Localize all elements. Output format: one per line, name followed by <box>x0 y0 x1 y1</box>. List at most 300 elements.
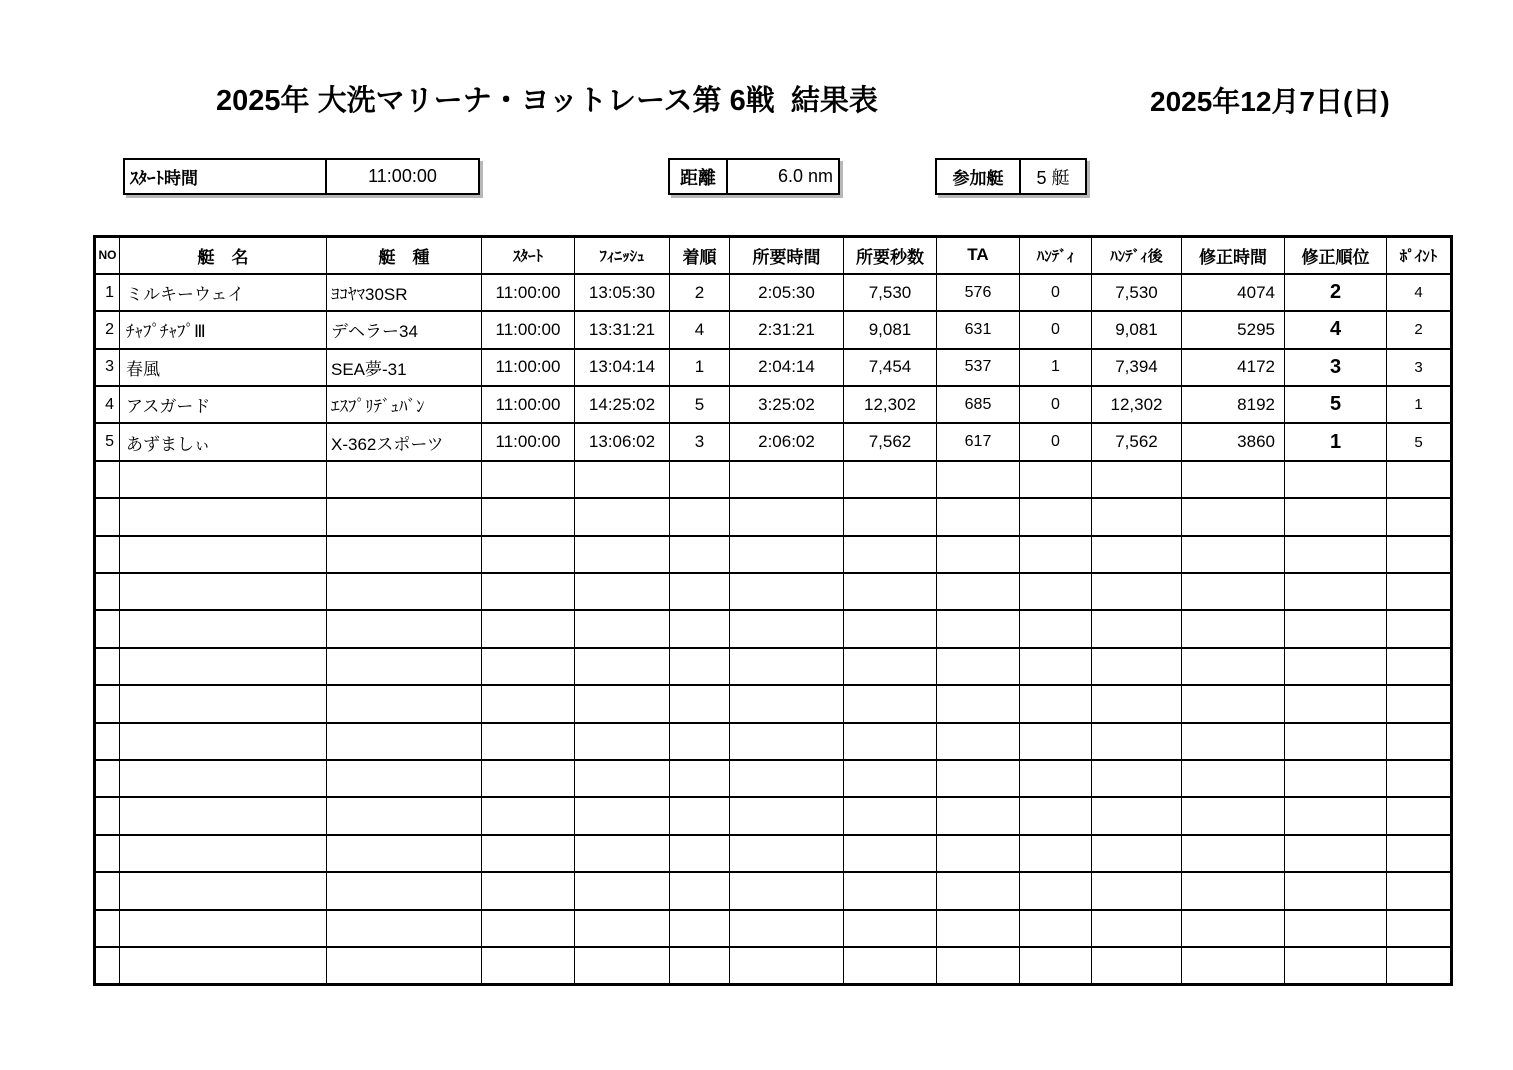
empty-row <box>95 760 1452 797</box>
cell <box>482 760 575 797</box>
cell: 5 <box>1285 386 1387 423</box>
cell <box>937 797 1020 834</box>
cell <box>730 573 844 610</box>
cell <box>1092 835 1182 872</box>
cell <box>730 760 844 797</box>
cell <box>937 648 1020 685</box>
cell <box>1285 610 1387 647</box>
cell <box>95 835 120 872</box>
cell <box>1092 498 1182 535</box>
cell <box>1020 760 1092 797</box>
cell <box>482 685 575 722</box>
cell <box>1092 947 1182 984</box>
cell <box>120 573 327 610</box>
cell: 2 <box>1285 274 1387 311</box>
cell <box>844 910 937 947</box>
column-header: 所要秒数 <box>844 237 937 274</box>
cell <box>120 872 327 909</box>
cell <box>1092 536 1182 573</box>
cell <box>937 760 1020 797</box>
cell <box>1285 685 1387 722</box>
cell: 4 <box>95 386 120 423</box>
cell: 11:00:00 <box>482 386 575 423</box>
cell: 2 <box>1387 311 1452 348</box>
cell <box>575 835 670 872</box>
cell <box>670 610 730 647</box>
cell: 4 <box>1285 311 1387 348</box>
cell: 14:25:02 <box>575 386 670 423</box>
cell <box>937 461 1020 498</box>
cell <box>575 760 670 797</box>
cell <box>937 872 1020 909</box>
cell <box>844 872 937 909</box>
cell: 7,394 <box>1092 349 1182 386</box>
result-row <box>95 311 1452 348</box>
cell <box>1020 573 1092 610</box>
cell <box>482 797 575 834</box>
cell <box>1020 910 1092 947</box>
column-header: 所要時間 <box>730 237 844 274</box>
column-header: 修正時間 <box>1182 237 1285 274</box>
cell <box>95 723 120 760</box>
empty-row <box>95 461 1452 498</box>
cell <box>95 648 120 685</box>
cell <box>670 760 730 797</box>
empty-row <box>95 610 1452 647</box>
cell <box>937 536 1020 573</box>
cell <box>1182 835 1285 872</box>
cell <box>1182 685 1285 722</box>
cell <box>1020 685 1092 722</box>
cell: あずましぃ <box>120 423 327 460</box>
cell <box>1285 872 1387 909</box>
cell <box>1020 648 1092 685</box>
cell: 7,530 <box>1092 274 1182 311</box>
cell <box>575 536 670 573</box>
cell <box>1182 610 1285 647</box>
empty-row <box>95 573 1452 610</box>
cell <box>1092 573 1182 610</box>
cell <box>1182 648 1285 685</box>
cell <box>95 610 120 647</box>
cell <box>1387 573 1452 610</box>
cell <box>1387 797 1452 834</box>
cell <box>844 536 937 573</box>
entries-label: 参加艇 <box>937 160 1021 193</box>
cell: ﾁｬﾌﾟﾁｬﾌﾟⅢ <box>120 311 327 348</box>
cell <box>670 797 730 834</box>
distance-box <box>668 158 840 195</box>
cell <box>327 536 482 573</box>
cell: 617 <box>937 423 1020 460</box>
cell <box>95 685 120 722</box>
cell: 4 <box>1387 274 1452 311</box>
cell: 1 <box>1285 423 1387 460</box>
cell <box>1387 498 1452 535</box>
cell <box>1182 573 1285 610</box>
cell <box>575 648 670 685</box>
cell <box>327 947 482 984</box>
cell <box>844 461 937 498</box>
cell <box>482 536 575 573</box>
cell: 7,530 <box>844 274 937 311</box>
cell <box>95 797 120 834</box>
start-time-label: ｽﾀｰﾄ時間 <box>125 160 327 193</box>
cell <box>1020 498 1092 535</box>
cell: 7,454 <box>844 349 937 386</box>
empty-row <box>95 498 1452 535</box>
cell <box>1387 536 1452 573</box>
cell <box>1182 797 1285 834</box>
empty-row <box>95 947 1452 984</box>
cell: 537 <box>937 349 1020 386</box>
cell <box>1182 760 1285 797</box>
result-row <box>95 386 1452 423</box>
result-row <box>95 274 1452 311</box>
result-row <box>95 423 1452 460</box>
cell: 12,302 <box>1092 386 1182 423</box>
cell <box>482 723 575 760</box>
cell <box>1285 910 1387 947</box>
cell <box>1182 910 1285 947</box>
cell <box>1387 723 1452 760</box>
cell <box>1387 872 1452 909</box>
cell: 7,562 <box>1092 423 1182 460</box>
cell <box>482 872 575 909</box>
cell <box>844 573 937 610</box>
cell <box>327 723 482 760</box>
cell <box>730 648 844 685</box>
cell <box>327 685 482 722</box>
cell <box>327 797 482 834</box>
cell: 12,302 <box>844 386 937 423</box>
cell <box>120 760 327 797</box>
cell <box>844 685 937 722</box>
cell <box>937 573 1020 610</box>
cell <box>575 573 670 610</box>
cell <box>120 835 327 872</box>
cell <box>327 610 482 647</box>
cell: 1 <box>1020 349 1092 386</box>
cell: 13:31:21 <box>575 311 670 348</box>
cell <box>937 947 1020 984</box>
entries-value: 5 艇 <box>1036 167 1070 188</box>
cell <box>670 461 730 498</box>
cell: 11:00:00 <box>482 311 575 348</box>
cell: 2:06:02 <box>730 423 844 460</box>
cell: アスガード <box>120 386 327 423</box>
column-header: ﾎﾟｲﾝﾄ <box>1387 237 1452 274</box>
cell <box>120 648 327 685</box>
cell: 576 <box>937 274 1020 311</box>
cell <box>844 760 937 797</box>
column-header: NO <box>95 237 120 274</box>
cell <box>120 461 327 498</box>
cell <box>327 648 482 685</box>
cell: 11:00:00 <box>482 274 575 311</box>
cell <box>1092 723 1182 760</box>
cell <box>844 723 937 760</box>
cell <box>1182 723 1285 760</box>
cell <box>1182 498 1285 535</box>
cell <box>1092 797 1182 834</box>
cell <box>1182 872 1285 909</box>
cell <box>844 648 937 685</box>
cell <box>670 648 730 685</box>
cell <box>482 498 575 535</box>
cell <box>1387 610 1452 647</box>
cell <box>482 461 575 498</box>
empty-row <box>95 685 1452 722</box>
column-header: 艇 種 <box>327 237 482 274</box>
cell <box>844 797 937 834</box>
cell: ｴｽﾌﾟﾘﾃﾞｭﾊﾞﾝ <box>327 386 482 423</box>
cell <box>1285 536 1387 573</box>
cell <box>1092 685 1182 722</box>
empty-row <box>95 723 1452 760</box>
column-header: ﾊﾝﾃﾞｨ <box>1020 237 1092 274</box>
cell <box>1092 461 1182 498</box>
cell <box>1020 797 1092 834</box>
cell: 5 <box>95 423 120 460</box>
cell <box>1020 536 1092 573</box>
cell <box>575 910 670 947</box>
cell <box>937 910 1020 947</box>
cell <box>730 461 844 498</box>
cell <box>670 947 730 984</box>
cell: 1 <box>95 274 120 311</box>
cell: 8192 <box>1182 386 1285 423</box>
cell <box>1182 536 1285 573</box>
cell <box>1285 498 1387 535</box>
start-time-value: 11:00:00 <box>368 166 437 186</box>
empty-row <box>95 536 1452 573</box>
cell <box>1387 835 1452 872</box>
cell <box>1092 610 1182 647</box>
cell <box>730 723 844 760</box>
cell <box>1020 835 1092 872</box>
cell: 5 <box>670 386 730 423</box>
cell <box>1387 910 1452 947</box>
cell: ミルキーウェイ <box>120 274 327 311</box>
cell <box>730 872 844 909</box>
cell <box>670 536 730 573</box>
cell <box>575 797 670 834</box>
column-header: 艇 名 <box>120 237 327 274</box>
cell <box>482 910 575 947</box>
cell: 9,081 <box>1092 311 1182 348</box>
column-header: ﾌｨﾆｯｼｭ <box>575 237 670 274</box>
header-row <box>95 237 1452 274</box>
page-title: 2025年 大洗マリーナ・ヨットレース第 6戦 結果表 <box>216 85 878 117</box>
cell: 2:05:30 <box>730 274 844 311</box>
cell <box>670 685 730 722</box>
cell <box>1182 461 1285 498</box>
cell <box>1092 648 1182 685</box>
cell: 3 <box>1387 349 1452 386</box>
empty-row <box>95 835 1452 872</box>
cell: 4 <box>670 311 730 348</box>
cell: 3 <box>670 423 730 460</box>
column-header: ﾊﾝﾃﾞｨ後 <box>1092 237 1182 274</box>
cell <box>1387 947 1452 984</box>
cell <box>120 910 327 947</box>
results-table-head <box>95 237 1452 274</box>
cell <box>1285 723 1387 760</box>
cell <box>670 872 730 909</box>
cell <box>730 498 844 535</box>
cell <box>575 947 670 984</box>
cell <box>95 910 120 947</box>
cell <box>730 797 844 834</box>
cell <box>844 947 937 984</box>
results-table-body <box>95 274 1452 984</box>
cell: 5295 <box>1182 311 1285 348</box>
cell: デヘラー34 <box>327 311 482 348</box>
cell <box>327 910 482 947</box>
cell <box>937 723 1020 760</box>
column-header: 着順 <box>670 237 730 274</box>
cell: 2 <box>95 311 120 348</box>
cell <box>1092 872 1182 909</box>
cell <box>482 648 575 685</box>
result-row <box>95 349 1452 386</box>
cell <box>95 461 120 498</box>
cell <box>120 797 327 834</box>
cell <box>937 498 1020 535</box>
cell <box>95 536 120 573</box>
cell <box>937 610 1020 647</box>
empty-row <box>95 648 1452 685</box>
cell <box>95 947 120 984</box>
cell <box>730 536 844 573</box>
cell <box>1020 461 1092 498</box>
cell: 7,562 <box>844 423 937 460</box>
cell: 2 <box>670 274 730 311</box>
cell <box>844 610 937 647</box>
entries-box <box>935 158 1087 195</box>
cell: 5 <box>1387 423 1452 460</box>
cell <box>1285 760 1387 797</box>
results-table <box>93 235 1453 986</box>
cell <box>1020 610 1092 647</box>
cell: 13:05:30 <box>575 274 670 311</box>
cell <box>120 947 327 984</box>
cell <box>670 910 730 947</box>
cell <box>670 723 730 760</box>
cell <box>575 723 670 760</box>
start-time-box <box>123 158 480 195</box>
cell <box>327 498 482 535</box>
cell: 0 <box>1020 423 1092 460</box>
cell <box>575 610 670 647</box>
cell <box>120 610 327 647</box>
cell: 0 <box>1020 386 1092 423</box>
cell <box>1387 760 1452 797</box>
cell <box>730 947 844 984</box>
cell <box>670 498 730 535</box>
cell: 2:31:21 <box>730 311 844 348</box>
cell: 11:00:00 <box>482 423 575 460</box>
cell <box>844 835 937 872</box>
cell: 13:04:14 <box>575 349 670 386</box>
cell <box>482 947 575 984</box>
cell <box>1092 910 1182 947</box>
cell: 685 <box>937 386 1020 423</box>
cell <box>327 461 482 498</box>
cell: 11:00:00 <box>482 349 575 386</box>
cell <box>1092 760 1182 797</box>
distance-value: 6.0 nm <box>777 166 833 186</box>
cell <box>730 910 844 947</box>
column-header: ｽﾀｰﾄ <box>482 237 575 274</box>
cell <box>1285 947 1387 984</box>
race-date: 2025年12月7日(日) <box>1150 86 1390 117</box>
cell <box>730 835 844 872</box>
cell: SEA夢-31 <box>327 349 482 386</box>
cell: 3 <box>95 349 120 386</box>
cell: ﾖｺﾔﾏ30SR <box>327 274 482 311</box>
cell <box>670 835 730 872</box>
cell <box>327 760 482 797</box>
cell: 9,081 <box>844 311 937 348</box>
cell <box>575 461 670 498</box>
cell <box>1387 685 1452 722</box>
cell <box>120 536 327 573</box>
cell: 0 <box>1020 274 1092 311</box>
cell: 4172 <box>1182 349 1285 386</box>
distance-label: 距離 <box>670 160 728 193</box>
cell: X-362スポーツ <box>327 423 482 460</box>
cell <box>937 835 1020 872</box>
cell: 3:25:02 <box>730 386 844 423</box>
cell <box>120 723 327 760</box>
cell <box>1387 461 1452 498</box>
cell <box>1285 461 1387 498</box>
cell: 13:06:02 <box>575 423 670 460</box>
cell <box>937 685 1020 722</box>
cell <box>95 760 120 797</box>
cell <box>730 685 844 722</box>
cell <box>1182 947 1285 984</box>
empty-row <box>95 910 1452 947</box>
cell: 2:04:14 <box>730 349 844 386</box>
cell <box>482 573 575 610</box>
cell: 631 <box>937 311 1020 348</box>
cell <box>1020 872 1092 909</box>
cell <box>730 610 844 647</box>
cell <box>95 573 120 610</box>
cell <box>1020 947 1092 984</box>
cell <box>1285 648 1387 685</box>
cell: 3860 <box>1182 423 1285 460</box>
cell <box>327 835 482 872</box>
empty-row <box>95 872 1452 909</box>
cell <box>575 498 670 535</box>
cell: 4074 <box>1182 274 1285 311</box>
cell <box>1285 573 1387 610</box>
cell <box>327 872 482 909</box>
cell <box>1285 797 1387 834</box>
empty-row <box>95 797 1452 834</box>
cell: 0 <box>1020 311 1092 348</box>
cell: 1 <box>670 349 730 386</box>
cell <box>575 685 670 722</box>
cell: 3 <box>1285 349 1387 386</box>
column-header: 修正順位 <box>1285 237 1387 274</box>
cell <box>120 685 327 722</box>
cell <box>1387 648 1452 685</box>
